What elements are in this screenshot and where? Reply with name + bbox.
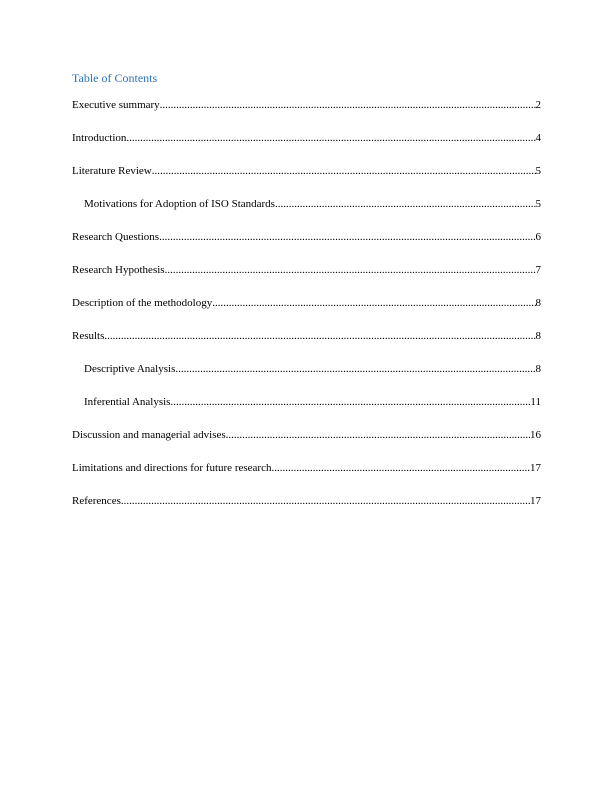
toc-entry-label: Discussion and managerial advises [72,429,226,441]
toc-entry-label: Motivations for Adoption of ISO Standards [84,198,275,210]
toc-dot-leader [165,263,536,277]
toc-dot-leader [104,329,535,343]
toc-entry-page-number: 7 [535,264,541,276]
toc-entry[interactable] [72,131,541,164]
toc-entry-label: Research Hypothesis [72,264,165,276]
toc-entry[interactable] [72,494,541,527]
toc-entry-page-number: 8 [535,363,541,375]
toc-entry-page-number: 17 [530,495,541,507]
toc-entry-page-number: 2 [535,99,541,111]
toc-dot-leader [226,428,530,442]
toc-entry-label: Inferential Analysis [84,396,171,408]
toc-entry-page-number: 8 [535,297,541,309]
toc-entry[interactable] [72,296,541,329]
toc-entry-page-number: 5 [535,198,541,210]
toc-entry-page-number: 16 [530,429,541,441]
toc-dot-leader [275,197,536,211]
toc-entry-page-number: 5 [535,165,541,177]
toc-entry[interactable] [72,329,541,362]
toc-entry[interactable] [72,164,541,197]
toc-entry-label: Limitations and directions for future research [72,462,272,474]
toc-entry-page-number: 17 [530,462,541,474]
toc-entry-label: Executive summary [72,99,160,111]
toc-dot-leader [160,98,536,112]
toc-entry-page-number: 8 [535,330,541,342]
toc-entry-label: Introduction [72,132,127,144]
toc-entry[interactable] [72,362,541,395]
toc-heading: Table of Contents [72,71,158,85]
toc-dot-leader [159,230,535,244]
toc-entry[interactable] [72,197,541,230]
toc-entry-page-number: 6 [535,231,541,243]
toc-entry-label: Research Questions [72,231,160,243]
toc-dot-leader [126,131,535,145]
toc-dot-leader [152,164,536,178]
toc-entry[interactable] [72,428,541,461]
toc-entry[interactable] [72,98,541,131]
toc-entry-page-number: 4 [535,132,541,144]
toc-dot-leader [175,362,535,376]
toc-entry-page-number: 11 [530,396,541,408]
toc-entry-label: Descriptive Analysis [84,363,176,375]
toc-entry[interactable] [72,230,541,263]
toc-entry[interactable] [72,395,541,428]
toc-entry-label: References [72,495,121,507]
toc-dot-leader [212,296,535,310]
toc-dot-leader [121,494,530,508]
toc-dot-leader [170,395,530,409]
toc-list [72,98,541,527]
toc-entry[interactable] [72,461,541,494]
toc-dot-leader [271,461,530,475]
toc-entry-label: Description of the methodology [72,297,213,309]
toc-entry-label: Results [72,330,105,342]
toc-entry-label: Literature Review [72,165,152,177]
toc-entry[interactable] [72,263,541,296]
